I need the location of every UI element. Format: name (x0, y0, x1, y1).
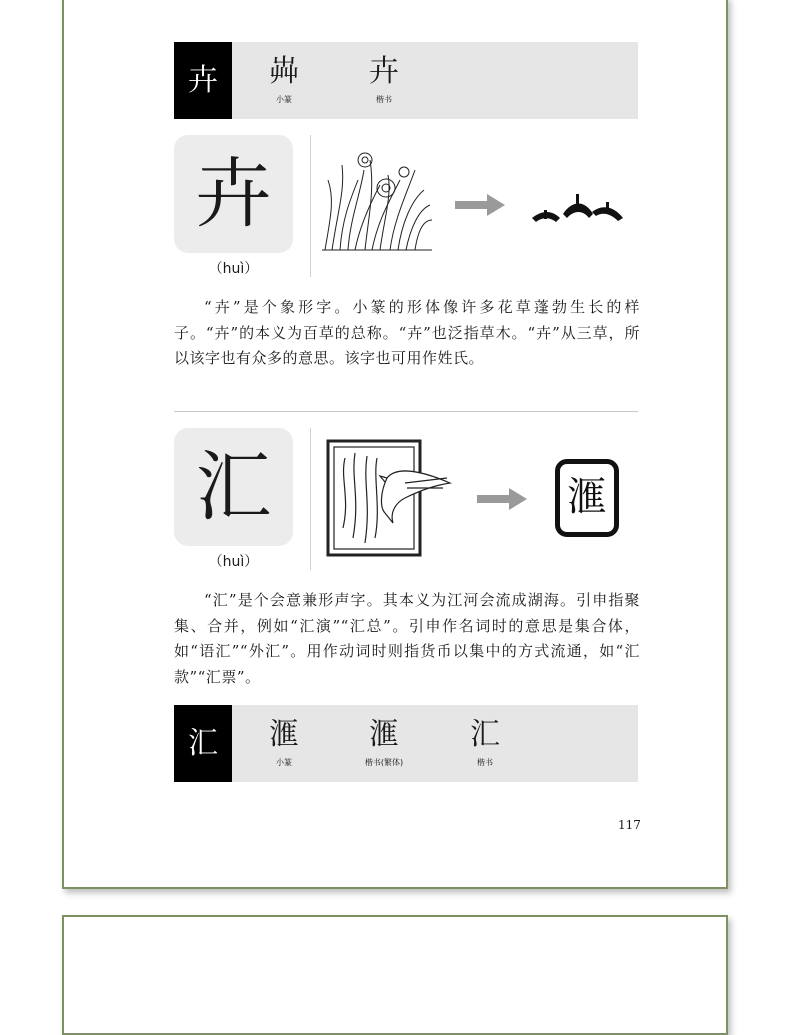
pinyin-label: （huì） (208, 261, 259, 277)
glyph-evolution-band-hui-converge (174, 705, 638, 782)
glyph-seal-script: 滙 小篆 (269, 717, 299, 767)
bird-over-water-drawing (325, 438, 455, 558)
pinyin-label: （huì） (208, 554, 259, 570)
wild-grass-flowers-drawing (320, 150, 435, 255)
ancient-grass-glyph (530, 190, 625, 230)
band-head-char: 卉 (174, 42, 232, 119)
glyph-evolution-band-hui-grass (174, 42, 638, 119)
next-book-page (62, 915, 728, 1035)
description-paragraph-hui-grass: “卉”是个象形字。小篆的形体像许多花草蓬勃生长的样子。“卉”的本义为百草的总称。“卉”也泛指草木。“卉”从三草，所以该字也有众多的意思。该字也可用作姓氏。 (174, 298, 640, 367)
divider-vertical (310, 135, 311, 277)
divider-vertical (310, 428, 311, 570)
right-arrow-icon (455, 192, 505, 218)
page-number: 117 (618, 818, 641, 832)
big-character-hui-grass: 卉 (174, 135, 293, 253)
seal-script-glyph: 滙 (555, 459, 619, 537)
right-arrow-icon (477, 486, 527, 512)
glyph-traditional-regular-script: 滙 楷书(繁体) (364, 717, 404, 767)
glyph-seal-script: 芔 小篆 (269, 54, 299, 104)
big-character-hui-converge: 汇 (174, 428, 293, 546)
description-paragraph-hui-converge: “汇”是个会意兼形声字。其本义为江河会流成湖海。引申指聚集、合并，例如“汇演”“汇总”。引申作名词时的意思是集合体，如“语汇”“外汇”。用作动词时则指货币以集中的方式流通，如“汇款”“汇票”。 (174, 591, 640, 686)
glyph-regular-script: 汇 楷书 (470, 717, 500, 767)
section-divider (174, 411, 638, 412)
glyph-regular-script: 卉 楷书 (369, 54, 399, 104)
band-head-char: 汇 (174, 705, 232, 782)
